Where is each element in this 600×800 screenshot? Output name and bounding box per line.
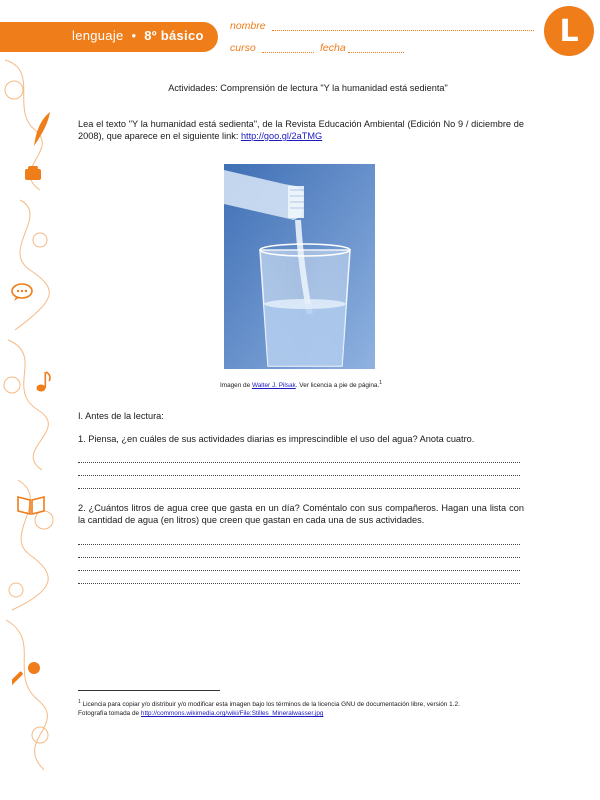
license-note: [78, 698, 524, 709]
course-label: curso: [230, 42, 256, 54]
intro-text: Lea el texto "Y la humanidad está sedienta", de la Revista Educación Ambiental (Edición No 9 / diciembre de 2008), que aparece en el siguiente link:: [78, 119, 524, 141]
document-title: Actividades: Comprensión de lectura "Y la humanidad está sedienta": [168, 83, 448, 93]
photo-source: [78, 709, 524, 718]
glass-of-water-photo: [224, 164, 375, 369]
answer-line[interactable]: [78, 557, 520, 558]
student-info-form: [222, 14, 542, 60]
footnote-mark: 1: [78, 699, 81, 705]
caption-footnote-mark: 1: [379, 380, 383, 386]
license-text: Licencia para copiar y/o distribuir y/o modificar esta imagen bajo los términos de la licencia GNU de documentación libre, versión 1.2.: [82, 701, 460, 709]
answer-line[interactable]: [78, 570, 520, 571]
speech-bubble-icon: [10, 282, 34, 302]
image-caption: [78, 380, 524, 389]
name-field[interactable]: [272, 30, 534, 31]
article-link[interactable]: http://goo.gl/2aTMG: [240, 131, 323, 141]
grade-level: 8º básico: [144, 28, 204, 43]
question-2: 2. ¿Cuántos litros de agua cree que gasta en un día? Coméntalo con sus compañeros. Hagan una lista con la cantidad de agua (en litros) que creen que gastan en cada una de sus actividades.: [78, 503, 524, 525]
caption-suffix: . Ver licencia a pie de página.: [295, 382, 380, 390]
footnote-rule: [78, 690, 220, 691]
header-title: [72, 28, 204, 43]
name-label: nombre: [230, 20, 266, 32]
section-title: I. Antes de la lectura:: [78, 411, 164, 421]
answer-line[interactable]: [78, 462, 520, 463]
answer-line[interactable]: [78, 583, 520, 584]
quill-pen-icon: [30, 110, 52, 148]
microphone-icon: [12, 660, 42, 690]
phone-icon: [22, 164, 44, 182]
footnote: [78, 698, 524, 718]
photo-source-link[interactable]: http://commons.wikimedia.org/wiki/File:Stilles_Mineralwasser.jpg: [140, 710, 324, 718]
photo-source-label: Fotografía tomada de: [78, 710, 141, 718]
open-book-icon: [16, 494, 46, 516]
musical-note-icon: [36, 370, 52, 394]
date-field[interactable]: [348, 52, 404, 53]
answer-line[interactable]: [78, 544, 520, 545]
intro-paragraph: [78, 118, 524, 142]
question-1: 1. Piensa, ¿en cuáles de sus actividades diarias es imprescindible el uso del agua? Anota cuatro.: [78, 434, 475, 444]
header-separator: •: [131, 28, 137, 43]
answer-line[interactable]: [78, 475, 520, 476]
author-link[interactable]: Walter J. Pilsak: [251, 382, 296, 390]
caption-prefix: Imagen de: [219, 382, 252, 390]
date-label: fecha: [320, 42, 346, 54]
answer-line[interactable]: [78, 488, 520, 489]
subject-label: lenguaje: [72, 28, 124, 43]
course-field[interactable]: [262, 52, 314, 53]
subject-badge: L: [544, 6, 594, 56]
